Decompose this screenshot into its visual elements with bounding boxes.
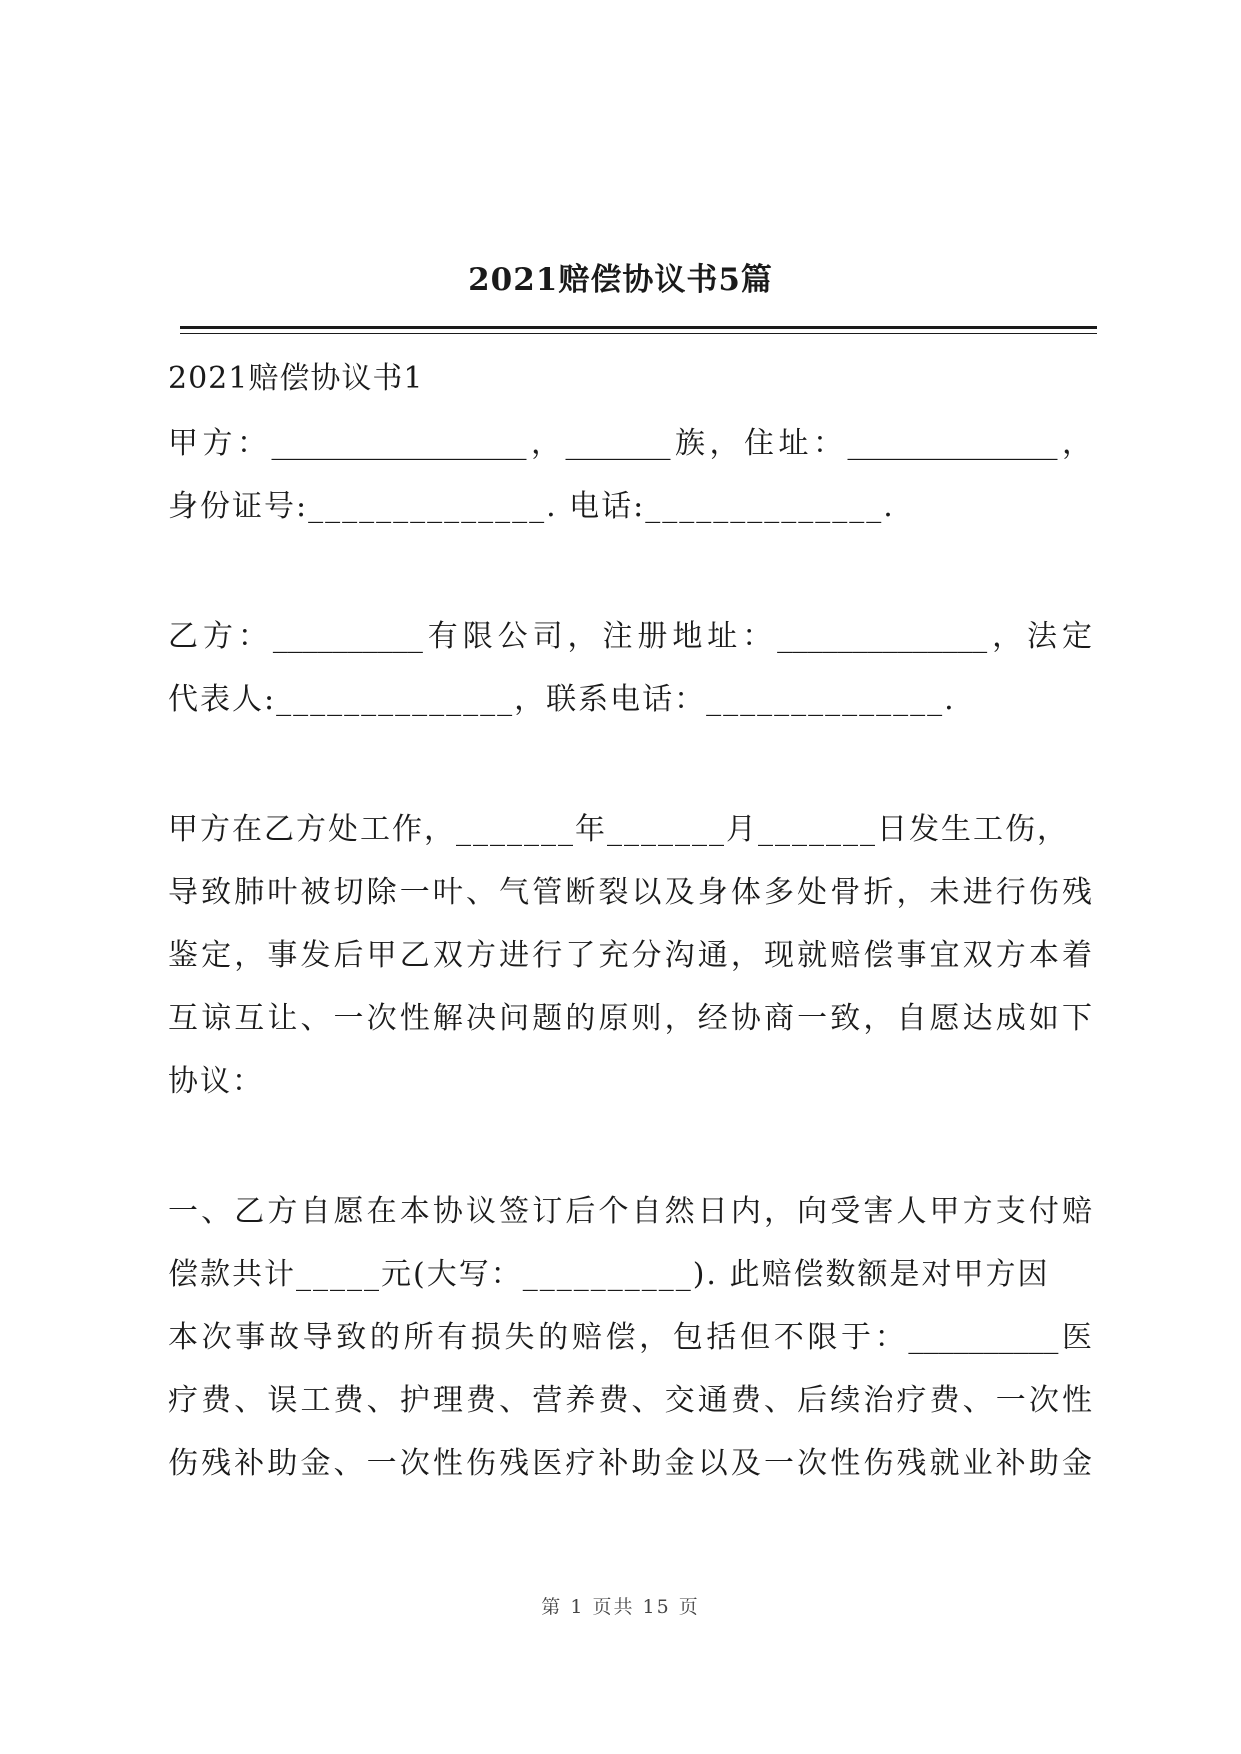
title-rule-thick <box>180 326 1097 329</box>
clause-line: 偿款共计_____元(大写：__________). 此赔偿数额是对甲方因 <box>168 1257 1050 1292</box>
title-rule-thin <box>180 333 1097 334</box>
body-paragraph-line: 协议： <box>168 1064 264 1099</box>
page-footer: 第 1 页共 15 页 <box>541 1596 700 1618</box>
body-paragraph-line: 导致肺叶被切除一叶、气管断裂以及身体多处骨折，未进行伤残 <box>168 875 1092 910</box>
party-b-line-1: 乙方：__________有限公司，注册地址：______________，法定 <box>168 619 1092 654</box>
body-paragraph-line: 甲方在乙方处工作，_______年_______月_______日发生工伤， <box>168 812 1069 847</box>
body-paragraph-line: 互谅互让、一次性解决问题的原则，经协商一致，自愿达成如下 <box>168 1001 1092 1036</box>
body-paragraph-line: 鉴定，事发后甲乙双方进行了充分沟通，现就赔偿事宜双方本着 <box>168 938 1092 973</box>
party-b-line-2: 代表人:______________，联系电话：______________. <box>168 682 956 717</box>
party-a-line-2: 身份证号:______________. 电话:______________. <box>168 489 895 524</box>
clause-line: 疗费、误工费、护理费、营养费、交通费、后续治疗费、一次性 <box>168 1383 1092 1418</box>
clause-line: 一、乙方自愿在本协议签订后个自然日内，向受害人甲方支付赔 <box>168 1194 1092 1229</box>
section-heading: 2021赔偿协议书1 <box>168 361 424 396</box>
clause-line: 本次事故导致的所有损失的赔偿，包括但不限于：__________医 <box>168 1320 1092 1355</box>
party-a-line-1: 甲方：_________________，_______族，住址：______________， <box>168 426 1092 461</box>
document-title: 2021赔偿协议书5篇 <box>468 262 773 298</box>
clause-line: 伤残补助金、一次性伤残医疗补助金以及一次性伤残就业补助金 <box>168 1446 1092 1481</box>
